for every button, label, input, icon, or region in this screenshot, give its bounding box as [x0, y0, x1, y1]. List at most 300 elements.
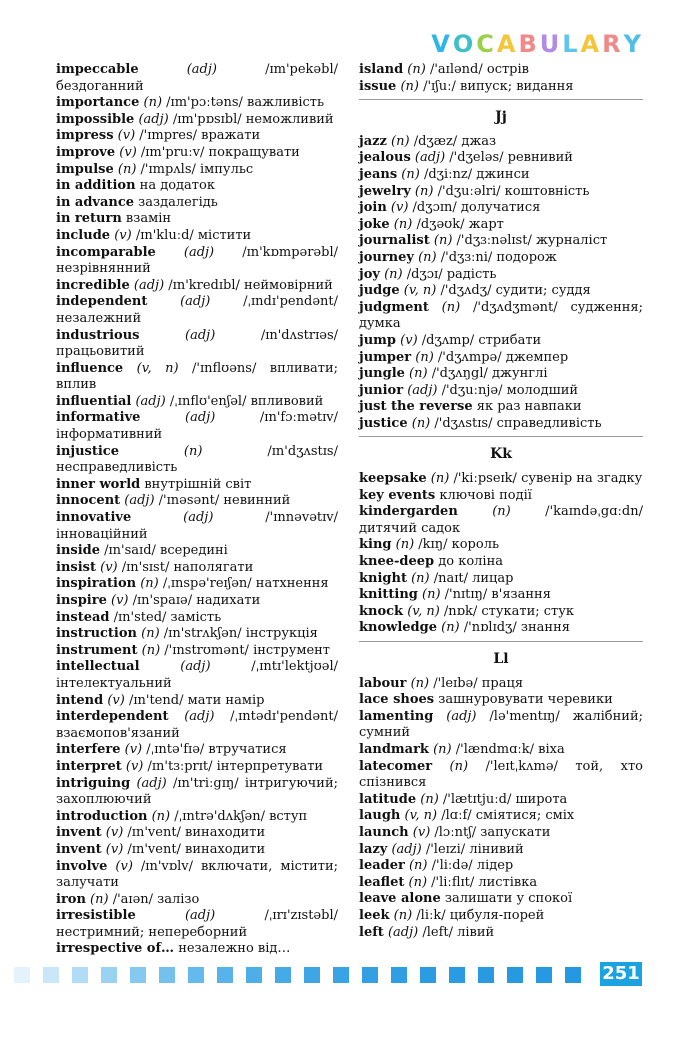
headword: jealous — [359, 150, 411, 166]
vocab-entry — [359, 620, 643, 637]
part-of-speech: (n) — [379, 266, 403, 282]
headword: king — [359, 537, 392, 553]
definition: /'ɪnnəvətɪv/ інноваційний — [56, 510, 338, 542]
part-of-speech: (adj) — [383, 924, 419, 940]
part-of-speech: (adj) — [131, 510, 214, 526]
definition: внутрішній світ — [140, 476, 252, 492]
vocab-entry — [359, 200, 643, 217]
headword: impossible — [56, 111, 135, 127]
definition: /ɪn'vɒlv/ включати, містити; залучати — [56, 858, 338, 891]
part-of-speech: (n) — [406, 570, 430, 586]
vocab-entry — [56, 128, 338, 145]
part-of-speech: (v, n) — [399, 283, 437, 299]
vocab-entry — [56, 294, 338, 327]
part-of-speech: (n) — [411, 349, 434, 365]
headword: lace shoes — [359, 692, 435, 708]
vocab-entry — [359, 792, 643, 809]
definition: /'dʒʌdʒmənt/ судження; думка — [359, 299, 643, 332]
vocab-entry — [359, 692, 643, 709]
vocabulary-header — [431, 30, 642, 58]
vocab-entry — [359, 217, 643, 234]
part-of-speech: (v, n) — [403, 603, 440, 619]
headword: issue — [359, 78, 397, 94]
part-of-speech: (n) — [147, 808, 171, 824]
definition: /'ɪnstrʊmənt/ інструмент — [160, 642, 331, 658]
headword: independent — [56, 294, 148, 310]
definition: /liːk/ цибуля-порей — [412, 907, 545, 923]
part-of-speech: (n) — [119, 443, 203, 459]
headword: knowledge — [359, 620, 437, 636]
footer-square — [565, 967, 581, 983]
headword: inspire — [56, 593, 107, 608]
headword: lamenting — [359, 708, 434, 724]
part-of-speech: (adj) — [129, 277, 165, 293]
vocab-entry — [56, 593, 338, 610]
headword: invent — [56, 825, 102, 841]
definition: до коліна — [434, 554, 504, 570]
headword: jumper — [359, 349, 412, 365]
headword: industrious — [56, 327, 140, 343]
definition: /dʒɔɪn/ долучатися — [408, 200, 541, 216]
page-number: 251 — [600, 962, 642, 986]
definition: /ˌɪnspə'reɪʃən/ натхнення — [158, 576, 329, 592]
vocab-entry — [359, 554, 643, 571]
definition: /ɪn'fɔːmətɪv/ інформативний — [56, 410, 338, 443]
headword: key events — [359, 487, 436, 503]
header-letter: Y — [623, 30, 642, 58]
definition: ключові події — [435, 487, 532, 503]
vocab-entry — [56, 278, 338, 295]
part-of-speech: (v) — [113, 128, 136, 144]
headword: insist — [56, 559, 96, 575]
part-of-speech: (adj) — [168, 709, 215, 725]
definition: /ɪn'sɪst/ наполягати — [117, 559, 254, 575]
headword: irrespective of… — [56, 941, 175, 957]
headword: justice — [359, 415, 408, 431]
definition: /ɪn'spaɪə/ надихати — [128, 593, 261, 608]
part-of-speech: (n) — [410, 183, 434, 199]
part-of-speech: (n) — [139, 95, 163, 111]
part-of-speech: (n) — [137, 642, 161, 658]
part-of-speech: (n) — [428, 741, 452, 757]
header-letter: R — [602, 30, 622, 58]
definition: /'kiːpseɪk/ сувенір на згадку — [449, 471, 643, 487]
vocab-entry — [56, 610, 338, 627]
part-of-speech: (n) — [413, 249, 437, 265]
part-of-speech: (v) — [101, 825, 124, 841]
headword: invent — [56, 841, 102, 857]
vocab-entry — [56, 560, 338, 577]
footer-square — [333, 967, 349, 983]
part-of-speech: (adj) — [134, 111, 169, 127]
section-divider — [359, 436, 643, 437]
footer-square — [159, 967, 175, 983]
section-divider — [359, 641, 643, 642]
definition: /ɪn'triːgɪŋ/ інтригуючий; захоплюючий — [56, 775, 338, 808]
footer-square — [507, 967, 523, 983]
part-of-speech: (v) — [106, 593, 129, 608]
headword: island — [359, 62, 404, 77]
part-of-speech: (n) — [406, 675, 430, 691]
footer-square — [362, 967, 378, 983]
headword: iron — [56, 891, 86, 907]
headword: interdependent — [56, 709, 169, 725]
headword: knock — [359, 603, 404, 619]
header-letter: O — [452, 30, 475, 58]
definition: /'ɪnəsənt/ невинний — [154, 493, 291, 509]
vocab-entry — [56, 543, 338, 560]
definition: /'ɪmpʌls/ імпульс — [136, 161, 254, 177]
vocab-entry — [359, 488, 643, 505]
headword: latecomer — [359, 758, 433, 774]
definition: залишати у спокої — [440, 891, 573, 907]
part-of-speech: (n) — [417, 587, 441, 603]
vocab-entry — [359, 875, 643, 892]
vocab-entry — [56, 245, 338, 278]
header-letter: C — [476, 30, 495, 58]
definition: /'liːflɪt/ листівка — [427, 874, 538, 890]
headword: importance — [56, 95, 140, 111]
definition: /'dʒuːəlri/ коштовність — [433, 183, 590, 199]
headword: join — [359, 200, 387, 216]
definition: /ˌɪndɪ'pendənt/ незалежний — [56, 294, 338, 326]
part-of-speech: (n) — [404, 874, 428, 890]
headword: instrument — [56, 642, 138, 658]
part-of-speech: (n) — [429, 233, 453, 249]
definition: /ˌɪrɪ'zɪstəbl/ нестримний; непереборний — [56, 908, 338, 940]
vocab-entry — [56, 178, 338, 195]
headword: influential — [56, 393, 132, 409]
definition: /'ɪnflʊəns/ впливати; вплив — [56, 360, 339, 393]
part-of-speech: (n) — [397, 166, 420, 182]
headword: involve — [56, 858, 108, 874]
headword: leader — [359, 858, 405, 874]
headword: interfere — [56, 742, 121, 758]
vocab-entry — [359, 366, 643, 383]
part-of-speech: (adj) — [135, 908, 216, 924]
headword: in advance — [56, 194, 135, 210]
definition: /ɪn'strʌkʃən/ інструкція — [159, 626, 318, 642]
definition: /lə'mentɪŋ/ жалібний; сумний — [359, 708, 643, 741]
definition: /ɪn'dʌstrɪəs/ працьовитий — [56, 327, 338, 360]
definition: /'lætɪtjuːd/ широта — [438, 791, 568, 807]
headword: jewelry — [359, 183, 411, 199]
headword: journalist — [359, 233, 430, 249]
footer-square — [420, 967, 436, 983]
part-of-speech: (n) — [403, 62, 426, 77]
part-of-speech: (v) — [408, 824, 431, 840]
headword: jump — [359, 332, 397, 348]
definition: зашнуровувати черевики — [434, 692, 613, 708]
vocab-entry — [56, 576, 338, 593]
vocab-entry — [359, 167, 643, 184]
definition: /ˌɪntrə'dʌkʃən/ вступ — [170, 808, 308, 824]
headword: injustice — [56, 443, 119, 459]
vocab-entry — [359, 350, 643, 367]
vocab-entry — [56, 659, 338, 692]
headword: jeans — [359, 166, 398, 182]
vocab-entry — [56, 145, 338, 162]
vocab-entry — [56, 62, 338, 95]
definition: /ɪn'kɒmpərəbl/ незрівнянний — [56, 244, 338, 277]
definition: /ɪn'kredɪbl/ неймовірний — [164, 277, 333, 293]
headword: in return — [56, 211, 122, 227]
part-of-speech: (v) — [121, 758, 144, 774]
headword: incredible — [56, 277, 130, 293]
part-of-speech: (n) — [389, 907, 413, 923]
part-of-speech: (n) — [85, 891, 109, 907]
vocab-entry — [359, 333, 643, 350]
definition: /dʒʌmp/ стрибати — [417, 332, 542, 348]
definition: /'dʒɜːnəlɪst/ журналіст — [452, 233, 608, 249]
definition: /dʒɔɪ/ радість — [402, 266, 497, 282]
headword: inspiration — [56, 576, 137, 592]
footer-square — [536, 967, 552, 983]
definition: /'dʒʌmpə/ джемпер — [433, 349, 569, 365]
right-column — [359, 62, 643, 941]
vocab-entry — [359, 504, 643, 537]
vocab-entry — [359, 709, 643, 742]
header-letter: L — [562, 30, 579, 58]
footer-square — [43, 967, 59, 983]
definition: /kɪŋ/ король — [414, 537, 500, 553]
headword: judgment — [359, 299, 429, 315]
part-of-speech: (n) — [389, 216, 413, 232]
part-of-speech: (adj) — [147, 294, 211, 310]
part-of-speech: (v, n) — [400, 808, 438, 824]
headword: influence — [56, 360, 124, 376]
vocab-entry — [56, 162, 338, 179]
vocab-entry — [359, 908, 643, 925]
headword: in addition — [56, 178, 136, 194]
left-column — [56, 62, 338, 958]
headword: introduction — [56, 808, 148, 824]
vocab-entry — [359, 925, 643, 942]
part-of-speech: (n) — [137, 626, 160, 642]
headword: irresistible — [56, 908, 136, 924]
vocab-entry — [56, 394, 338, 411]
definition: /'leɪbə/ праця — [429, 675, 524, 691]
headword: landmark — [359, 741, 429, 757]
vocab-entry — [359, 79, 643, 96]
headword: just the reverse — [359, 399, 473, 415]
headword: intriguing — [56, 775, 131, 791]
vocab-entry — [56, 742, 338, 759]
vocab-entry — [359, 604, 643, 621]
vocab-entry — [359, 267, 643, 284]
headword: jungle — [359, 366, 405, 382]
part-of-speech: (n) — [391, 537, 415, 553]
definition: /'ɪʃuː/ випуск; видання — [418, 78, 574, 94]
definition: /ɪn'kluːd/ містити — [131, 227, 252, 243]
part-of-speech: (v) — [103, 692, 125, 708]
part-of-speech: (adj) — [139, 327, 216, 343]
vocab-entry — [359, 742, 643, 759]
headword: knitting — [359, 587, 418, 603]
footer-square — [217, 967, 233, 983]
vocab-entry — [56, 693, 338, 710]
letter-section-heading: Kk — [490, 446, 512, 463]
definition: /'dʒʌdʒ/ судити; суддя — [436, 283, 591, 299]
vocab-entry — [359, 283, 643, 300]
letter-section-heading: Ll — [493, 651, 509, 667]
footer-square — [391, 967, 407, 983]
definition: /ɪm'pɔːtəns/ важливість — [162, 95, 325, 111]
headword: junior — [359, 382, 404, 398]
definition: незалежно від… — [174, 941, 291, 957]
vocab-entry — [56, 361, 338, 394]
headword: impress — [56, 128, 114, 144]
part-of-speech: (adj) — [433, 708, 477, 724]
headword: innocent — [56, 493, 121, 509]
definition: /lɑːf/ сміятися; сміх — [437, 808, 575, 824]
definition: /ɪn'vent/ винаходити — [123, 825, 266, 841]
part-of-speech: (v) — [110, 227, 132, 243]
headword: lazy — [359, 841, 388, 857]
headword: interpret — [56, 758, 122, 774]
headword: jazz — [359, 133, 387, 149]
headword: knight — [359, 570, 407, 586]
vocab-entry — [359, 587, 643, 604]
vocab-entry — [359, 250, 643, 267]
part-of-speech: (adj) — [131, 393, 166, 409]
headword: inside — [56, 543, 101, 559]
vocab-entry — [56, 410, 338, 443]
headword: innovative — [56, 510, 132, 526]
vocab-entry — [56, 477, 338, 494]
part-of-speech: (v, n) — [123, 360, 179, 376]
vocab-entry — [56, 211, 338, 228]
footer-square — [130, 967, 146, 983]
headword: impeccable — [56, 62, 139, 77]
part-of-speech: (n) — [113, 161, 137, 177]
vocab-entry — [359, 62, 643, 79]
part-of-speech: (n) — [436, 620, 460, 636]
headword: leek — [359, 907, 390, 923]
vocab-entry — [359, 676, 643, 693]
vocab-entry — [359, 416, 643, 433]
definition: /dʒiːnz/ джинси — [419, 166, 530, 182]
definition: /ɪn'tɜːprɪt/ інтерпретувати — [143, 758, 324, 774]
vocab-entry — [56, 328, 338, 361]
header-letter: V — [431, 30, 451, 58]
definition: на додаток — [135, 178, 215, 194]
vocab-entry — [56, 859, 338, 892]
definition: /ɪn'tend/ мати намір — [124, 692, 265, 708]
part-of-speech: (n) — [432, 758, 469, 774]
vocab-entry — [359, 825, 643, 842]
header-letter: U — [539, 30, 561, 58]
definition: /'aɪən/ залізо — [108, 891, 200, 907]
definition: заздалегідь — [134, 194, 218, 210]
footer-square — [72, 967, 88, 983]
headword: leaflet — [359, 874, 405, 890]
vocab-entry — [56, 510, 338, 543]
footer-square — [14, 967, 30, 983]
vocab-entry — [359, 571, 643, 588]
vocab-entry — [359, 858, 643, 875]
part-of-speech: (n) — [396, 78, 419, 94]
vocab-entry — [56, 195, 338, 212]
section-divider — [359, 99, 643, 100]
part-of-speech: (v) — [101, 841, 124, 857]
headword: intellectual — [56, 659, 140, 675]
definition: /naɪt/ лицар — [429, 570, 514, 586]
part-of-speech: (v) — [396, 332, 418, 348]
headword: keepsake — [359, 471, 427, 487]
part-of-speech: (adj) — [155, 244, 215, 260]
part-of-speech: (adj) — [410, 150, 446, 166]
footer-square — [478, 967, 494, 983]
part-of-speech: (v) — [386, 200, 409, 216]
part-of-speech: (n) — [416, 791, 439, 807]
headword: improve — [56, 144, 116, 160]
vocab-entry — [359, 184, 643, 201]
definition: /'dʒʌŋgl/ джунглі — [427, 366, 548, 382]
part-of-speech: (n) — [386, 133, 410, 149]
definition: /nɒk/ стукати; стук — [439, 603, 574, 619]
vocab-entry — [56, 493, 338, 510]
part-of-speech: (adj) — [138, 62, 217, 77]
part-of-speech: (n) — [136, 576, 159, 592]
definition: взамін — [121, 211, 172, 227]
part-of-speech: (v) — [107, 858, 133, 874]
footer-squares — [0, 962, 700, 988]
definition: /'leɪtˌkʌmə/ той, хто спізнився — [359, 758, 643, 791]
part-of-speech: (adj) — [120, 493, 155, 509]
headword: informative — [56, 410, 141, 426]
headword: knee-deep — [359, 554, 435, 570]
headword: instead — [56, 609, 110, 625]
part-of-speech: (v) — [120, 742, 143, 758]
vocab-entry — [56, 228, 338, 245]
definition: /'nɒlɪdʒ/ знання — [459, 620, 570, 636]
headword: inner world — [56, 476, 141, 492]
part-of-speech: (n) — [457, 504, 511, 520]
vocab-entry — [56, 908, 338, 941]
vocab-entry — [56, 95, 338, 112]
definition: /ɪm'pekəbl/ бездоганний — [56, 62, 338, 94]
definition: /'dʒɜːni/ подорож — [436, 249, 557, 265]
vocab-entry — [56, 809, 338, 826]
definition: /'leɪzi/ лінивий — [421, 841, 524, 857]
part-of-speech: (v) — [95, 559, 118, 575]
definition: /ɪn'sted/ замість — [109, 609, 222, 625]
definition: /ˌɪntədɪ'pendənt/ взаємопов'язаний — [56, 709, 338, 741]
vocab-entry — [56, 892, 338, 909]
vocab-entry — [359, 399, 643, 416]
vocab-entry — [56, 825, 338, 842]
footer-square — [449, 967, 465, 983]
definition: /ɪm'pɒsɪbl/ неможливий — [168, 111, 334, 127]
letter-section-heading: Jj — [495, 109, 507, 126]
headword: leave alone — [359, 891, 441, 907]
part-of-speech: (n) — [407, 415, 431, 431]
headword: joy — [359, 266, 380, 282]
part-of-speech: (adj) — [387, 841, 422, 857]
vocab-entry — [359, 842, 643, 859]
definition: /dʒæz/ джаз — [409, 133, 497, 149]
definition: /'ɪmpres/ вражати — [135, 128, 261, 144]
definition: /ˌɪntə'fɪə/ втручатися — [142, 742, 287, 758]
headword: include — [56, 227, 111, 243]
vocab-entry — [56, 709, 338, 742]
headword: incomparable — [56, 244, 156, 260]
vocab-entry — [56, 643, 338, 660]
definition: /ɪn'vent/ винаходити — [123, 841, 266, 857]
vocab-entry — [359, 891, 643, 908]
headword: laugh — [359, 808, 401, 824]
